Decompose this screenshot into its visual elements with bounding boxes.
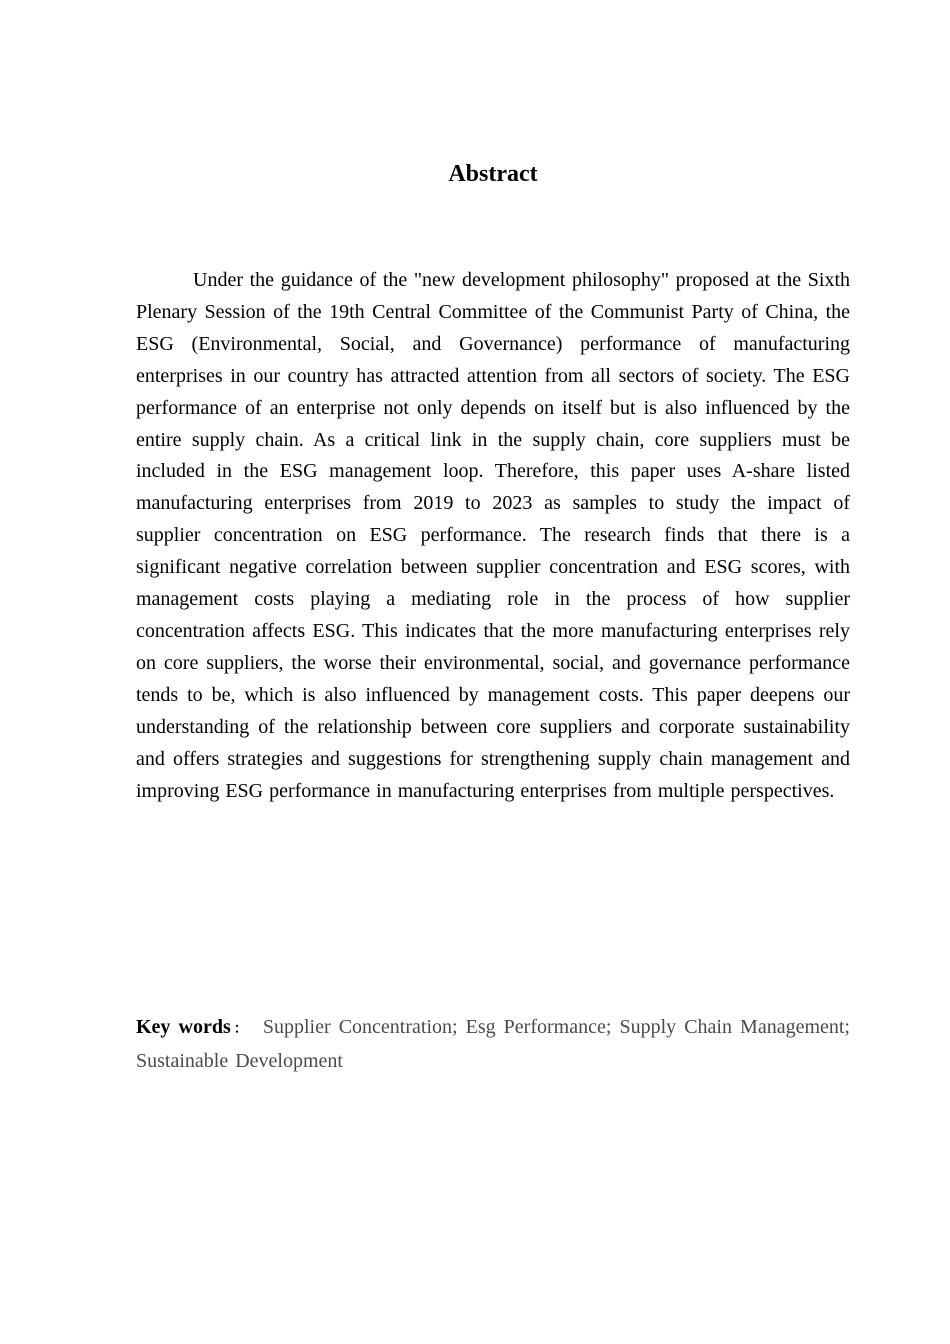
keywords-list: Supplier Concentration; Esg Performance; Supply Chain Management; Sustainable Development	[136, 1016, 850, 1072]
keywords-colon: ：	[232, 1022, 249, 1037]
abstract-title: Abstract	[448, 161, 538, 187]
keywords-section	[136, 1012, 850, 1078]
abstract-body: Under the guidance of the "new development philosophy" proposed at the Sixth Plenary Session of the 19th Central Committee of the Communist Party of China, the ESG (Environmental, Social, and Governance) performance of manufacturing enterprises in our country has attracted attention from all sectors of society. The ESG performance of an enterprise not only depends on itself but is also influenced by the entire supply chain. As a critical link in the supply chain, core suppliers must be included in the ESG management loop. Therefore, this paper uses A-share listed manufacturing enterprises from 2019 to 2023 as samples to study the impact of supplier concentration on ESG performance. The research finds that there is a significant negative correlation between supplier concentration and ESG scores, with management costs playing a mediating role in the process of how supplier concentration affects ESG. This indicates that the more manufacturing enterprises rely on core suppliers, the worse their environmental, social, and governance performance tends to be, which is also influenced by management costs. This paper deepens our understanding of the relationship between core suppliers and corporate sustainability and offers strategies and suggestions for strengthening supply chain management and improving ESG performance in manufacturing enterprises from multiple perspectives.	[136, 269, 850, 802]
keywords-label: Key words	[136, 1016, 231, 1038]
